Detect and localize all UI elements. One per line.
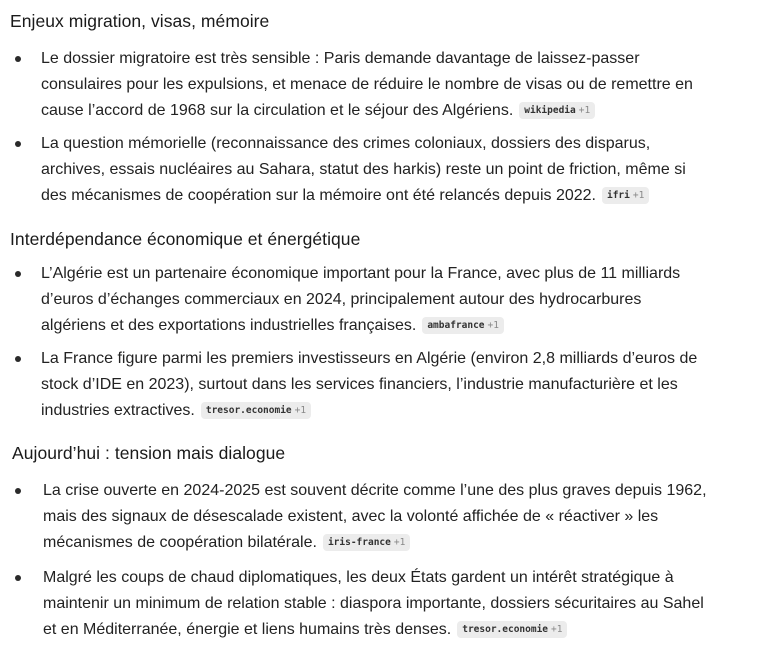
- text-line-content: cause l’accord de 1968 sur la circulation et le séjour des Algériens.: [41, 102, 514, 119]
- citation-chip[interactable]: [602, 187, 649, 204]
- bullet-text: [43, 478, 707, 556]
- text-line: mais des signaux de désescalade existent, avec la volonté affichée de « réactiver » les: [43, 508, 659, 525]
- citation-chip[interactable]: [422, 317, 504, 334]
- text-line: La crise ouverte en 2024-2025 est souvent décrite comme l’une des plus graves depuis 1962,: [43, 482, 707, 499]
- citation-chip[interactable]: [519, 102, 595, 119]
- bullet-text: [41, 346, 697, 424]
- text-line-last: [41, 313, 680, 339]
- bullet-dot: [15, 141, 21, 147]
- bullet-dot: [15, 575, 21, 581]
- bullet-dot: [15, 271, 21, 277]
- bullet-text: [41, 46, 693, 124]
- text-line: Le dossier migratoire est très sensible : Paris demande davantage de laissez-passer: [41, 50, 640, 67]
- text-line: Malgré les coups de chaud diplomatiques, les deux États gardent un intérêt stratégique à: [43, 569, 674, 586]
- text-line-content: et en Méditerranée, énergie et liens humains très denses.: [43, 621, 452, 638]
- text-line: archives, essais nucléaires au Sahara, statut des harkis) reste un point de friction, même si: [41, 161, 686, 178]
- text-line: La France figure parmi les premiers investisseurs en Algérie (environ 2,8 milliards d’euros de: [41, 350, 698, 367]
- citation-count: +1: [393, 537, 406, 548]
- citation-source: ifri: [606, 190, 630, 201]
- section-heading: Enjeux migration, visas, mémoire: [10, 11, 270, 31]
- text-line-last: [41, 98, 693, 124]
- text-line: La question mémorielle (reconnaissance des crimes coloniaux, dossiers des disparus,: [41, 135, 651, 152]
- text-line: stock d’IDE en 2023), surtout dans les services financiers, l’industrie manufacturière et les: [41, 376, 678, 393]
- citation-source: iris-france: [327, 537, 391, 548]
- text-line-last: [41, 398, 697, 424]
- citation-source: ambafrance: [427, 320, 485, 331]
- bullet-text: [41, 131, 686, 209]
- text-line: d’euros d’échanges commerciaux en 2024, principalement autour des hydrocarbures: [41, 291, 642, 308]
- text-line-last: [43, 530, 707, 556]
- text-line-last: [41, 183, 686, 209]
- citation-count: +1: [294, 405, 307, 416]
- text-line: L’Algérie est un partenaire économique important pour la France, avec plus de 11 milliards: [41, 265, 681, 282]
- citation-source: tresor.economie: [205, 405, 292, 416]
- section-heading: Aujourd’hui : tension mais dialogue: [12, 443, 286, 463]
- citation-source: wikipedia: [524, 105, 576, 116]
- bullet-text: [43, 565, 704, 643]
- bullet-dot: [15, 356, 21, 362]
- bullet-dot: [15, 56, 21, 62]
- text-line: maintenir un minimum de relation stable : diaspora importante, dossiers sécuritaires au Sahel: [43, 595, 704, 612]
- text-line-content: industries extractives.: [41, 402, 195, 419]
- citation-count: +1: [578, 105, 591, 116]
- text-line-content: algériens et des exportations industrielles françaises.: [41, 317, 417, 334]
- citation-source: tresor.economie: [462, 624, 549, 635]
- citation-count: +1: [632, 190, 645, 201]
- text-line-content: des mécanismes de coopération sur la mémoire ont été relancés depuis 2022.: [41, 187, 596, 204]
- section-heading: Interdépendance économique et énergétique: [10, 229, 361, 249]
- text-line-content: mécanismes de coopération bilatérale.: [43, 534, 317, 551]
- text-line-last: [43, 617, 704, 643]
- citation-chip[interactable]: [201, 402, 311, 419]
- citation-chip[interactable]: [323, 534, 410, 551]
- citation-count: +1: [551, 624, 563, 635]
- citation-count: +1: [487, 320, 499, 331]
- citation-chip[interactable]: [457, 621, 567, 638]
- bullet-dot: [15, 488, 21, 494]
- bullet-text: [41, 261, 680, 339]
- text-line: consulaires pour les expulsions, et menace de réduire le nombre de visas ou de remettre en: [41, 76, 693, 93]
